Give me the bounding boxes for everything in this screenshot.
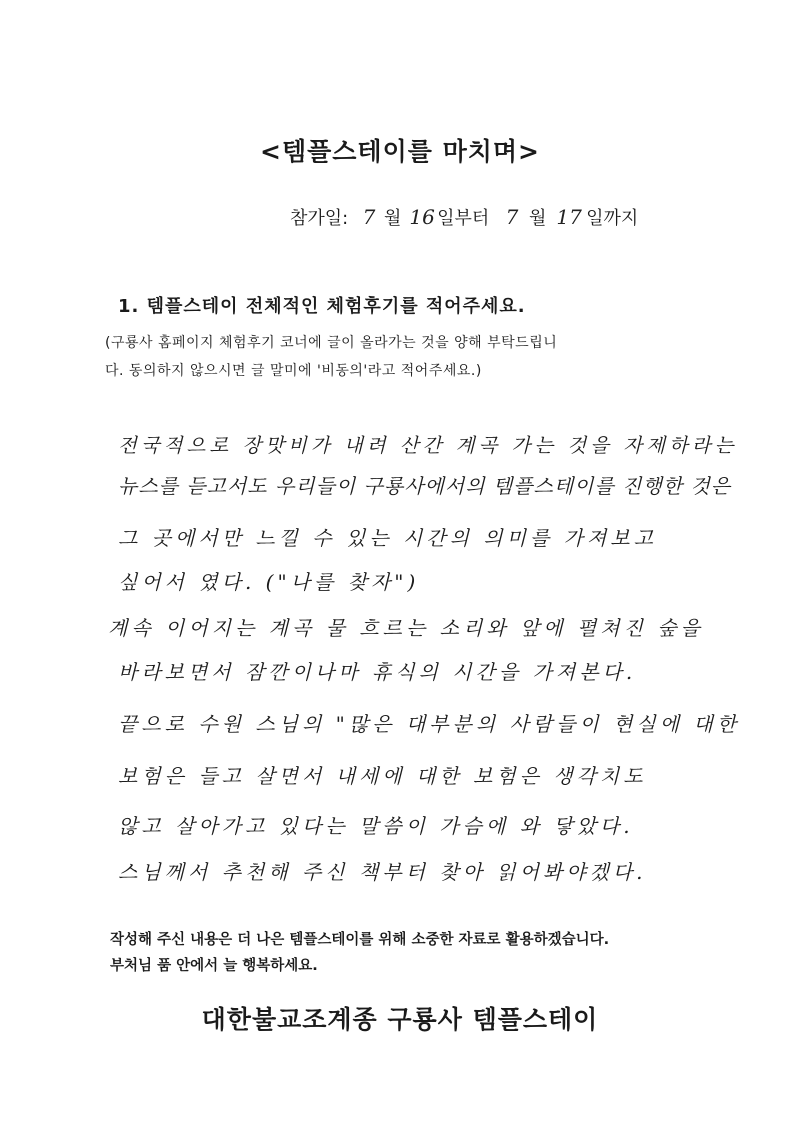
participation-label: 참가일: (290, 208, 349, 229)
answer-line: 전국적으로 장맛비가 내려 산간 계곡 가는 것을 자제하라는 (118, 434, 738, 457)
footer-thanks: 작성해 주신 내용은 더 나은 템플스테이를 위해 소중한 자료로 활용하겠습니다. (110, 932, 610, 948)
question-heading: 1. 템플스테이 전체적인 체험후기를 적어주세요. (118, 296, 526, 317)
participation-period (290, 204, 638, 230)
start-day-value: 16 (409, 205, 435, 229)
question-note-line-1: (구룡사 홈페이지 체험후기 코너에 글이 올라가는 것을 양해 부탁드립니 (105, 335, 558, 351)
question-note-line-2: 다. 동의하지 않으시면 글 말미에 '비동의'라고 적어주세요.) (105, 363, 482, 379)
answer-line: 뉴스를 듣고서도 우리들이 구룡사에서의 템플스테이를 진행한 것은 (118, 474, 732, 498)
page-title: <템플스테이를 마치며> (260, 137, 540, 166)
answer-line: 끝으로 수원 스님의 "많은 대부분의 사람들이 현실에 대한 (118, 712, 741, 736)
organization-name: 대한불교조계종 구룡사 템플스테이 (201, 1005, 599, 1034)
start-month-value: 7 (362, 205, 376, 229)
answer-line: 스님께서 추천해 주신 책부터 찾아 읽어봐야겠다. (118, 860, 647, 884)
answer-line: 않고 살아가고 있다는 말씀이 가슴에 와 닿았다. (118, 814, 634, 838)
footer-blessing: 부처님 품 안에서 늘 행복하세요. (110, 958, 318, 974)
month-unit-start: 월 (383, 208, 402, 229)
end-month-value: 7 (505, 205, 519, 229)
from-text: 일부터 (437, 208, 490, 229)
answer-line: 그 곳에서만 느낄 수 있는 시간의 의미를 가져보고 (118, 526, 657, 550)
answer-line: 바라보면서 잠깐이나마 휴식의 시간을 가져본다. (118, 660, 637, 684)
month-unit-end: 월 (529, 208, 547, 229)
answer-line: 계속 이어지는 계곡 물 흐르는 소리와 앞에 펼쳐진 숲을 (108, 616, 704, 640)
answer-line: 싶어서 였다. ("나를 찾자") (118, 570, 420, 594)
end-day-value: 17 (556, 205, 582, 229)
until-text: 일까지 (586, 208, 639, 229)
answer-line: 보험은 들고 살면서 내세에 대한 보험은 생각치도 (118, 764, 647, 788)
